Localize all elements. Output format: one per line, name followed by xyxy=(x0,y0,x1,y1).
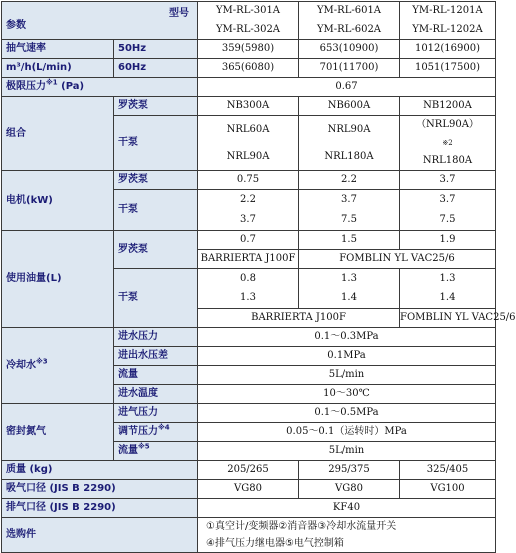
value-line: 1.3 xyxy=(341,272,357,284)
value-cell xyxy=(299,116,400,171)
model-header xyxy=(299,2,400,40)
model-label: 型号 xyxy=(169,8,189,19)
value-cell: 205/265 xyxy=(198,461,299,480)
inlet-label: 吸气口径 (JIS B 2290) xyxy=(2,480,198,499)
value-line: 1.3 xyxy=(439,272,456,284)
cooling-sub-label: 进水压力 xyxy=(114,328,198,347)
value-line: 7.5 xyxy=(439,214,456,225)
value-text: （NRL90A） xyxy=(416,119,479,130)
value-cell xyxy=(400,269,496,309)
value-line: NRL180A xyxy=(422,155,473,166)
value-cell: 10～30℃ xyxy=(198,385,496,404)
value-cell: 3.7 xyxy=(400,171,496,190)
motor-label: 电机(kW) xyxy=(2,171,114,231)
value-line xyxy=(400,116,495,152)
value-cell: 365(6080) xyxy=(198,59,299,78)
cooling-water-label xyxy=(2,328,114,404)
seal-sub-label xyxy=(114,442,198,461)
value-cell xyxy=(198,190,299,231)
value-cell: NB300A xyxy=(198,97,299,116)
roots-pump-label: 罗茨泵 xyxy=(114,171,198,190)
oil-type-cell: FOMBLIN YL VAC25/6 xyxy=(299,250,496,269)
value-cell xyxy=(198,116,299,171)
oil-type-cell: FOMBLIN YL VAC25/6 xyxy=(400,309,496,328)
value-cell: 5L/min xyxy=(198,442,496,461)
value-cell: VG80 xyxy=(299,480,400,499)
value-cell: 325/405 xyxy=(400,461,496,480)
roots-pump-label: 罗茨泵 xyxy=(114,97,198,116)
value-line: 7.5 xyxy=(341,214,357,225)
ultimate-pressure-value: 0.67 xyxy=(198,78,496,97)
value-cell xyxy=(400,116,496,171)
value-line: NRL90A xyxy=(226,150,270,162)
dry-pump-label: 干泵 xyxy=(114,269,198,328)
cooling-sub-label: 进出水压差 xyxy=(114,347,198,366)
value-cell: 653(10900) xyxy=(299,40,400,59)
spec-table xyxy=(1,1,516,553)
value-line: 0.8 xyxy=(240,272,256,284)
cooling-sub-label: 流量 xyxy=(114,366,198,385)
footnote-mark: ※5 xyxy=(138,442,150,451)
footnote-mark: ※4 xyxy=(158,423,170,432)
value-cell: 701(11700) xyxy=(299,59,400,78)
value-cell: 0.7 xyxy=(198,231,299,250)
value-cell: 1051(17500) xyxy=(400,59,496,78)
model-name: YM-RL-602A xyxy=(316,23,382,35)
dry-pump-label: 干泵 xyxy=(114,116,198,171)
seal-gas-label: 密封氮气 xyxy=(2,404,114,461)
value-cell xyxy=(400,190,496,231)
value-line: 3.7 xyxy=(240,214,256,225)
seal-sub-label: 进气压力 xyxy=(114,404,198,423)
value-cell: 1012(16900) xyxy=(400,40,496,59)
value-cell: 359(5980) xyxy=(198,40,299,59)
value-line: 1.3 xyxy=(240,292,256,304)
oil-label: 使用油量(L) xyxy=(2,231,114,328)
label-text: 冷却水 xyxy=(6,359,36,371)
outlet-label: 排气口径 (JIS B 2290) xyxy=(2,499,198,518)
value-cell: 0.1～0.5MPa xyxy=(198,404,496,423)
value-line: 3.7 xyxy=(341,194,357,205)
value-cell: 295/375 xyxy=(299,461,400,480)
label-text: 调节压力 xyxy=(118,426,158,437)
value-cell: NB1200A xyxy=(400,97,496,116)
value-cell: VG100 xyxy=(400,480,496,499)
value-line: NRL60A xyxy=(226,123,270,135)
value-cell: 5L/min xyxy=(198,366,496,385)
label-text: 流量 xyxy=(118,445,138,456)
value-line: 1.4 xyxy=(439,292,456,304)
pumping-speed-label: 抽气速率 xyxy=(2,40,114,59)
model-name: YM-RL-1201A xyxy=(412,5,483,17)
value-cell xyxy=(299,190,400,231)
options-line: ④排气压力继电器⑤电气控制箱 xyxy=(206,538,344,549)
header-label-cell xyxy=(2,2,198,40)
value-line: NRL180A xyxy=(324,150,374,162)
value-cell: 0.05～0.1（运转时）MPa xyxy=(198,423,496,442)
value-cell: VG80 xyxy=(198,480,299,499)
value-cell: 0.1～0.3MPa xyxy=(198,328,496,347)
model-name: YM-RL-1202A xyxy=(412,23,483,35)
dry-pump-label: 干泵 xyxy=(114,190,198,231)
footnote-mark: ※3 xyxy=(36,357,48,366)
model-name: YM-RL-302A xyxy=(215,23,281,35)
footnote-mark: ※2 xyxy=(442,139,453,147)
model-name: YM-RL-601A xyxy=(316,5,382,17)
value-line: 1.4 xyxy=(341,292,357,304)
label-text: 极限压力 xyxy=(6,81,46,92)
seal-sub-label xyxy=(114,423,198,442)
value-line: 2.2 xyxy=(240,194,256,205)
value-cell: 0.75 xyxy=(198,171,299,190)
options-line: ①真空计/变频器②消音器③冷却水流量开关 xyxy=(206,521,397,532)
value-cell xyxy=(198,269,299,309)
value-cell: 1.5 xyxy=(299,231,400,250)
value-cell: NB600A xyxy=(299,97,400,116)
model-header xyxy=(198,2,299,40)
options-value xyxy=(198,518,496,553)
roots-pump-label: 罗茨泵 xyxy=(114,231,198,269)
hz50-label: 50Hz xyxy=(114,40,198,59)
model-name: YM-RL-301A xyxy=(215,5,281,17)
mass-label: 质量 (kg) xyxy=(2,461,198,480)
combination-label: 组合 xyxy=(2,97,114,171)
model-header xyxy=(400,2,496,40)
ultimate-pressure-label xyxy=(2,78,198,97)
hz60-label: 60Hz xyxy=(114,59,198,78)
unit-text: (Pa) xyxy=(61,81,85,92)
footnote-mark: ※1 xyxy=(46,78,58,87)
value-cell: KF40 xyxy=(198,499,496,518)
value-cell: 2.2 xyxy=(299,171,400,190)
cooling-sub-label: 进水温度 xyxy=(114,385,198,404)
value-cell: 1.9 xyxy=(400,231,496,250)
value-cell: 0.1MPa xyxy=(198,347,496,366)
pumping-speed-unit: m³/h(L/min) xyxy=(2,59,114,78)
oil-type-cell: BARRIERTA J100F xyxy=(198,250,299,269)
params-label: 参数 xyxy=(6,20,26,31)
value-line: 3.7 xyxy=(439,194,456,205)
oil-type-cell: BARRIERTA J100F xyxy=(198,309,400,328)
options-label: 选购件 xyxy=(2,518,198,553)
value-line: NRL90A xyxy=(327,123,371,135)
value-cell xyxy=(299,269,400,309)
